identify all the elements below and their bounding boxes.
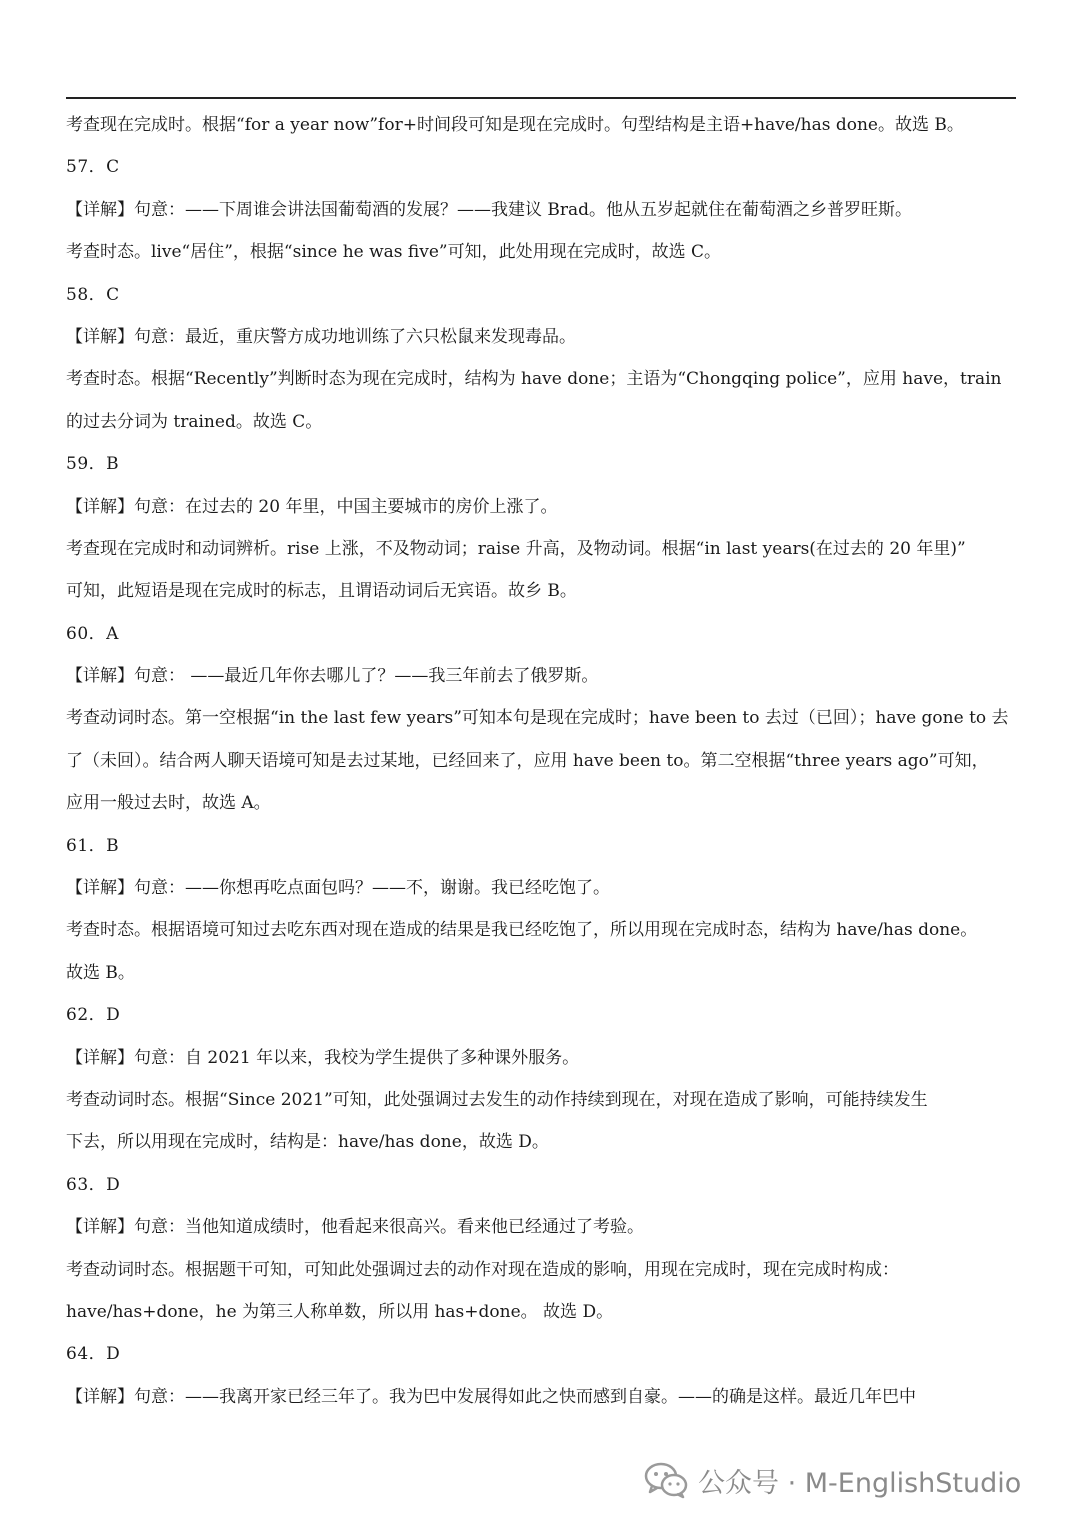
question-number: 62．D — [66, 1005, 121, 1026]
text-line: 考查现在完成时。根据“for a year now”for+时间段可知是现在完成时。句型结构是主语+have/has done。故选 B。 — [66, 115, 964, 135]
text-line: 【详解】句意： ——最近几年你去哪儿了？——我三年前去了俄罗斯。 — [66, 666, 599, 687]
text-line: 【详解】句意：当他知道成绩时，他看起来很高兴。看来他已经通过了考验。 — [66, 1217, 644, 1238]
answer-explanations — [66, 104, 1018, 1418]
text-line: have/has+done，he 为第三人称单数，所以用 has+done。 故选 D。 — [66, 1301, 614, 1322]
text-line: 【详解】句意：自 2021 年以来，我校为学生提供了多种课外服务。 — [66, 1047, 580, 1068]
text-line: 考查时态。根据语境可知过去吃东西对现在造成的结果是我已经吃饱了，所以用现在完成时态，结构为 have/has done。 — [66, 920, 978, 941]
text-line: 【详解】句意：——我离开家已经三年了。我为巴中发展得如此之快而感到自豪。——的确是这样。最近几年巴中 — [66, 1386, 916, 1407]
wechat-icon — [644, 1461, 688, 1499]
text-line: 【详解】句意：——下周谁会讲法国葡萄酒的发展？——我建议 Brad。他从五岁起就住在葡萄酒之乡普罗旺斯。 — [66, 199, 913, 220]
text-line: 考查动词时态。根据“Since 2021”可知，此处强调过去发生的动作持续到现在，对现在造成了影响，可能持续发生 — [66, 1089, 928, 1110]
text-line: 可知，此短语是现在完成时的标志，且谓语动词后无宾语。故乡 B。 — [66, 581, 577, 602]
watermark — [644, 1458, 1021, 1502]
text-line: 考查现在完成时和动词辨析。rise 上涨，不及物动词；raise 升高，及物动词。根据“in last years(在过去的 20 年里)” — [66, 538, 966, 559]
question-number: 60．A — [66, 623, 119, 644]
text-line: 的过去分词为 trained。故选 C。 — [66, 411, 323, 432]
watermark-text: 公众号 · M-EnglishStudio — [698, 1467, 1022, 1499]
text-line: 【详解】句意：最近，重庆警方成功地训练了六只松鼠来发现毒品。 — [66, 326, 576, 347]
question-number: 57．C — [66, 157, 120, 178]
text-line: 应用一般过去时，故选 A。 — [66, 793, 271, 814]
text-line: 下去，所以用现在完成时，结构是：have/has done，故选 D。 — [66, 1132, 549, 1153]
text-line: 【详解】句意：在过去的 20 年里，中国主要城市的房价上涨了。 — [66, 496, 558, 517]
text-line: 故选 B。 — [66, 962, 135, 983]
text-line: 了（未回）。结合两人聊天语境可知是去过某地，已经回来了，应用 have been to。第二空根据“three years ago”可知， — [66, 750, 989, 771]
question-number: 61．B — [66, 835, 120, 856]
question-number: 63．D — [66, 1174, 121, 1195]
header-rule — [66, 97, 1016, 99]
text-line: 【详解】句意：——你想再吃点面包吗？——不，谢谢。我已经吃饱了。 — [66, 878, 610, 899]
text-line: 考查动词时态。根据题干可知，可知此处强调过去的动作对现在造成的影响，用现在完成时，现在完成时构成： — [66, 1259, 899, 1280]
text-line: 考查时态。live“居住”，根据“since he was five”可知，此处用现在完成时，故选 C。 — [66, 242, 722, 263]
text-line: 考查时态。根据“Recently”判断时态为现在完成时，结构为 have done；主语为“Chongqing police”，应用 have，train — [66, 369, 1002, 390]
text-line: 考查动词时态。第一空根据“in the last few years”可知本句是现在完成时；have been to 去过（已回）；have gone to 去 — [66, 708, 1009, 729]
question-number: 64．D — [66, 1344, 121, 1365]
question-number: 59．B — [66, 454, 120, 475]
question-number: 58．C — [66, 284, 120, 305]
